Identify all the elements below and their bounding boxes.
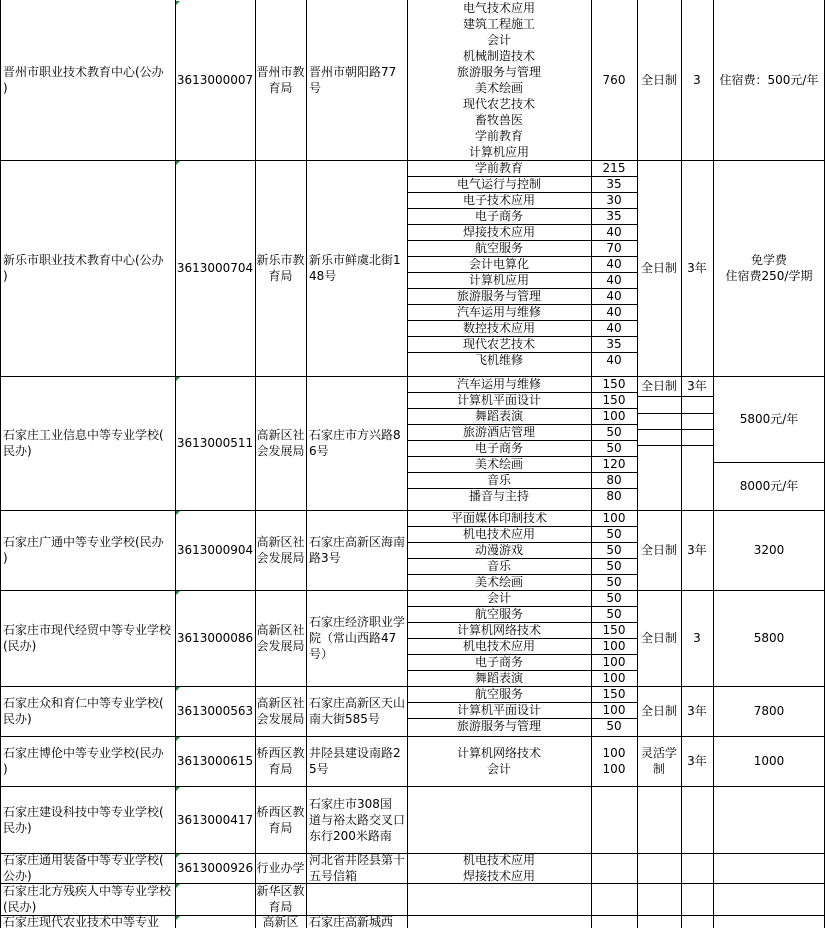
major-plan-count: 215 — [602, 161, 626, 175]
department: 高新区社 会发展局 — [256, 623, 305, 653]
major-plan-count: 35 — [606, 177, 622, 191]
major-plan-count: 100 — [602, 762, 626, 776]
department: 高新区 — [262, 914, 299, 929]
major-name: 焊接技术应用 — [462, 225, 535, 239]
major-plan-count: 100 — [602, 639, 626, 653]
study-form: 全日制 — [640, 704, 677, 718]
major-plan-count: 80 — [606, 489, 622, 503]
major-plan-count: 50 — [606, 559, 622, 573]
major-plan-count: 100 — [602, 409, 626, 423]
major-name: 会计 — [486, 591, 511, 605]
department: 行业办学 — [256, 861, 305, 875]
major-plan-count: 100 — [602, 703, 626, 717]
school-address: 石家庄市方兴路8 6号 — [309, 428, 401, 458]
school-name: 晋州市职业技术教育中心(公办 ) — [3, 65, 164, 95]
major-name: 舞蹈表演 — [474, 409, 523, 423]
major-name: 计算机平面设计 — [456, 393, 541, 407]
major-plan-count: 80 — [606, 473, 622, 487]
cell-comment-marker — [176, 884, 180, 888]
major-name: 飞机维修 — [474, 353, 523, 367]
school-address: 石家庄高新城西 — [309, 914, 394, 929]
major-name: 美术绘画 — [474, 575, 523, 589]
cell-comment-marker — [176, 1, 180, 5]
major-plan-count: 150 — [602, 623, 626, 637]
major-plan-count: 100 — [602, 655, 626, 669]
department: 桥西区教 育局 — [256, 804, 305, 835]
school-address: 河北省井陉县第十 五号信箱 — [309, 853, 406, 883]
major-name: 计算机平面设计 — [456, 703, 541, 717]
school-name: 石家庄建设科技中等专业学校( 民办) — [3, 804, 164, 835]
major-name: 美术绘画 — [474, 457, 523, 471]
major-name: 计算机应用 — [468, 273, 529, 287]
major-name: 音乐 — [486, 559, 511, 573]
school-code: 3613000615 — [176, 754, 254, 768]
fees: 3200 — [753, 543, 785, 557]
major-plan-count: 40 — [606, 353, 622, 367]
study-form: 全日制 — [640, 73, 677, 87]
study-years: 3年 — [687, 543, 707, 557]
school-name: 新乐市职业技术教育中心(公办 ) — [3, 253, 164, 283]
major-name: 机电技术应用 — [462, 853, 535, 867]
major-plan-count: 50 — [606, 607, 622, 621]
school-name: 石家庄现代农业技术中等专业 — [3, 914, 160, 929]
major-name: 汽车运用与维修 — [456, 305, 541, 319]
school-address: 石家庄经济职业学 院（常山西路47 号） — [309, 615, 406, 661]
school-address: 晋州市朝阳路77 号 — [309, 65, 397, 95]
study-years: 3年 — [687, 261, 707, 275]
cell-comment-marker — [176, 916, 180, 920]
major-name: 学前教育 — [474, 129, 523, 143]
cell-comment-marker — [176, 787, 180, 791]
department: 高新区社 会发展局 — [256, 535, 305, 565]
school-name: 石家庄工业信息中等专业学校( 民办) — [3, 428, 164, 458]
major-name: 机电技术应用 — [462, 527, 535, 541]
school-code: 3613000904 — [176, 543, 254, 557]
major-name: 旅游酒店管理 — [462, 425, 535, 439]
school-address: 石家庄市308国 道与裕太路交叉口 东行200米路南 — [309, 796, 406, 843]
major-plan-count: 150 — [602, 687, 626, 701]
cell-comment-marker — [176, 737, 180, 741]
major-plan-count: 50 — [606, 425, 622, 439]
major-name: 旅游服务与管理 — [456, 719, 541, 733]
major-plan-count: 50 — [606, 719, 622, 733]
major-name: 音乐 — [486, 473, 511, 487]
fees: 8000元/年 — [739, 479, 799, 493]
major-plan-count: 150 — [602, 393, 626, 407]
school-address: 井陉县建设南路2 5号 — [309, 746, 401, 776]
major-name: 焊接技术应用 — [462, 869, 535, 883]
fees: 免学费 住宿费250/学期 — [725, 253, 813, 283]
major-name: 航空服务 — [474, 241, 523, 255]
major-plan-count: 150 — [602, 377, 626, 391]
major-name: 电子技术应用 — [462, 193, 535, 207]
major-plan-count: 70 — [606, 241, 622, 255]
department: 桥西区教 育局 — [256, 746, 305, 776]
school-code: 3613000007 — [176, 73, 254, 87]
major-name: 畜牧兽医 — [474, 113, 523, 127]
study-form: 全日制 — [640, 261, 677, 275]
major-plan-count: 50 — [606, 441, 622, 455]
fees: 1000 — [753, 754, 785, 768]
study-form: 全日制 — [640, 379, 677, 393]
cell-comment-marker — [176, 591, 180, 595]
cell-comment-marker — [176, 377, 180, 381]
major-plan-count: 100 — [602, 511, 626, 525]
major-plan-count: 40 — [606, 257, 622, 271]
major-name: 电气运行与控制 — [456, 177, 541, 191]
major-plan-count: 40 — [606, 305, 622, 319]
school-name: 石家庄市现代经贸中等专业学校 (民办) — [3, 623, 172, 653]
major-name: 电气技术应用 — [462, 1, 535, 15]
plan-count: 760 — [602, 73, 626, 87]
major-name: 现代农艺技术 — [462, 337, 535, 351]
major-plan-count: 30 — [606, 193, 622, 207]
study-form: 灵活学 制 — [640, 746, 677, 776]
major-name: 会计电算化 — [468, 257, 529, 271]
major-name: 计算机网络技术 — [456, 746, 541, 760]
study-years: 3年 — [687, 379, 707, 393]
school-address — [306, 883, 407, 915]
major-name: 舞蹈表演 — [474, 671, 523, 685]
major-name: 播音与主持 — [468, 489, 529, 503]
study-form: 全日制 — [640, 631, 677, 645]
major-name: 学前教育 — [474, 161, 523, 175]
major-name: 航空服务 — [474, 607, 523, 621]
study-form: 全日制 — [640, 543, 677, 557]
major-name: 美术绘画 — [474, 81, 523, 95]
fees: 7800 — [753, 704, 785, 718]
major-name: 计算机应用 — [468, 145, 529, 159]
cell-comment-marker — [176, 687, 180, 691]
major-plan-count: 120 — [602, 457, 626, 471]
major-plan-count: 50 — [606, 527, 622, 541]
major-name: 电子商务 — [474, 209, 523, 223]
major-plan-count: 35 — [606, 337, 622, 351]
school-address: 石家庄高新区天山 南大街585号 — [309, 696, 406, 726]
school-code: 3613000417 — [176, 812, 254, 827]
major-plan-count: 40 — [606, 321, 622, 335]
major-name: 汽车运用与维修 — [456, 377, 541, 391]
department: 高新区社 会发展局 — [256, 696, 305, 726]
major-name: 旅游服务与管理 — [456, 65, 541, 79]
fees: 5800元/年 — [739, 412, 799, 426]
school-code — [175, 883, 255, 915]
major-name: 数控技术应用 — [462, 321, 535, 335]
major-name: 现代农艺技术 — [462, 97, 535, 111]
school-address: 新乐市鲜虞北街1 48号 — [309, 253, 401, 283]
cell-comment-marker — [176, 511, 180, 515]
major-name: 会计 — [486, 33, 511, 47]
major-name: 机电技术应用 — [462, 639, 535, 653]
major-name: 电子商务 — [474, 655, 523, 669]
department: 新华区教 育局 — [256, 884, 305, 914]
school-code: 3613000086 — [176, 631, 254, 645]
major-name: 电子商务 — [474, 441, 523, 455]
school-code: 3613000704 — [176, 261, 254, 275]
study-years: 3年 — [687, 704, 707, 718]
major-name: 计算机网络技术 — [456, 623, 541, 637]
school-name: 石家庄广通中等专业学校(民办 ) — [3, 535, 164, 565]
fees: 住宿费：500元/年 — [719, 73, 819, 87]
major-plan-count: 35 — [606, 209, 622, 223]
department: 晋州市教 育局 — [256, 65, 305, 95]
school-name: 石家庄北方残疾人中等专业学校 (民办) — [3, 884, 172, 914]
major-plan-count: 100 — [602, 671, 626, 685]
major-plan-count: 40 — [606, 289, 622, 303]
major-plan-count: 50 — [606, 575, 622, 589]
major-name: 机械制造技术 — [462, 49, 535, 63]
study-years: 3 — [693, 73, 701, 87]
major-plan-count: 40 — [606, 225, 622, 239]
school-code — [175, 915, 255, 928]
major-name: 旅游服务与管理 — [456, 289, 541, 303]
school-address: 石家庄高新区海南 路3号 — [309, 535, 406, 565]
major-name: 建筑工程施工 — [462, 17, 535, 31]
department: 高新区社 会发展局 — [256, 428, 305, 458]
school-code: 3613000926 — [176, 861, 254, 875]
school-code: 3613000511 — [176, 436, 254, 450]
cell-comment-marker — [176, 161, 180, 165]
school-code: 3613000563 — [176, 704, 254, 718]
school-name: 石家庄通用装备中等专业学校( 公办) — [3, 853, 164, 883]
school-name: 石家庄众和育仁中等专业学校( 民办) — [3, 696, 164, 726]
major-name: 动漫游戏 — [474, 543, 523, 557]
major-plan-count: 100 — [602, 746, 626, 760]
department: 新乐市教 育局 — [256, 253, 305, 283]
major-name: 会计 — [486, 762, 511, 776]
major-name: 航空服务 — [474, 687, 523, 701]
major-plan-count: 50 — [606, 591, 622, 605]
cell-comment-marker — [176, 854, 180, 858]
major-plan-count: 40 — [606, 273, 622, 287]
major-name: 平面媒体印制技术 — [450, 511, 547, 525]
fees: 5800 — [753, 631, 785, 645]
study-years: 3 — [693, 631, 701, 645]
study-years: 3年 — [687, 754, 707, 768]
school-name: 石家庄博伦中等专业学校(民办 ) — [3, 746, 164, 776]
major-plan-count: 50 — [606, 543, 622, 557]
